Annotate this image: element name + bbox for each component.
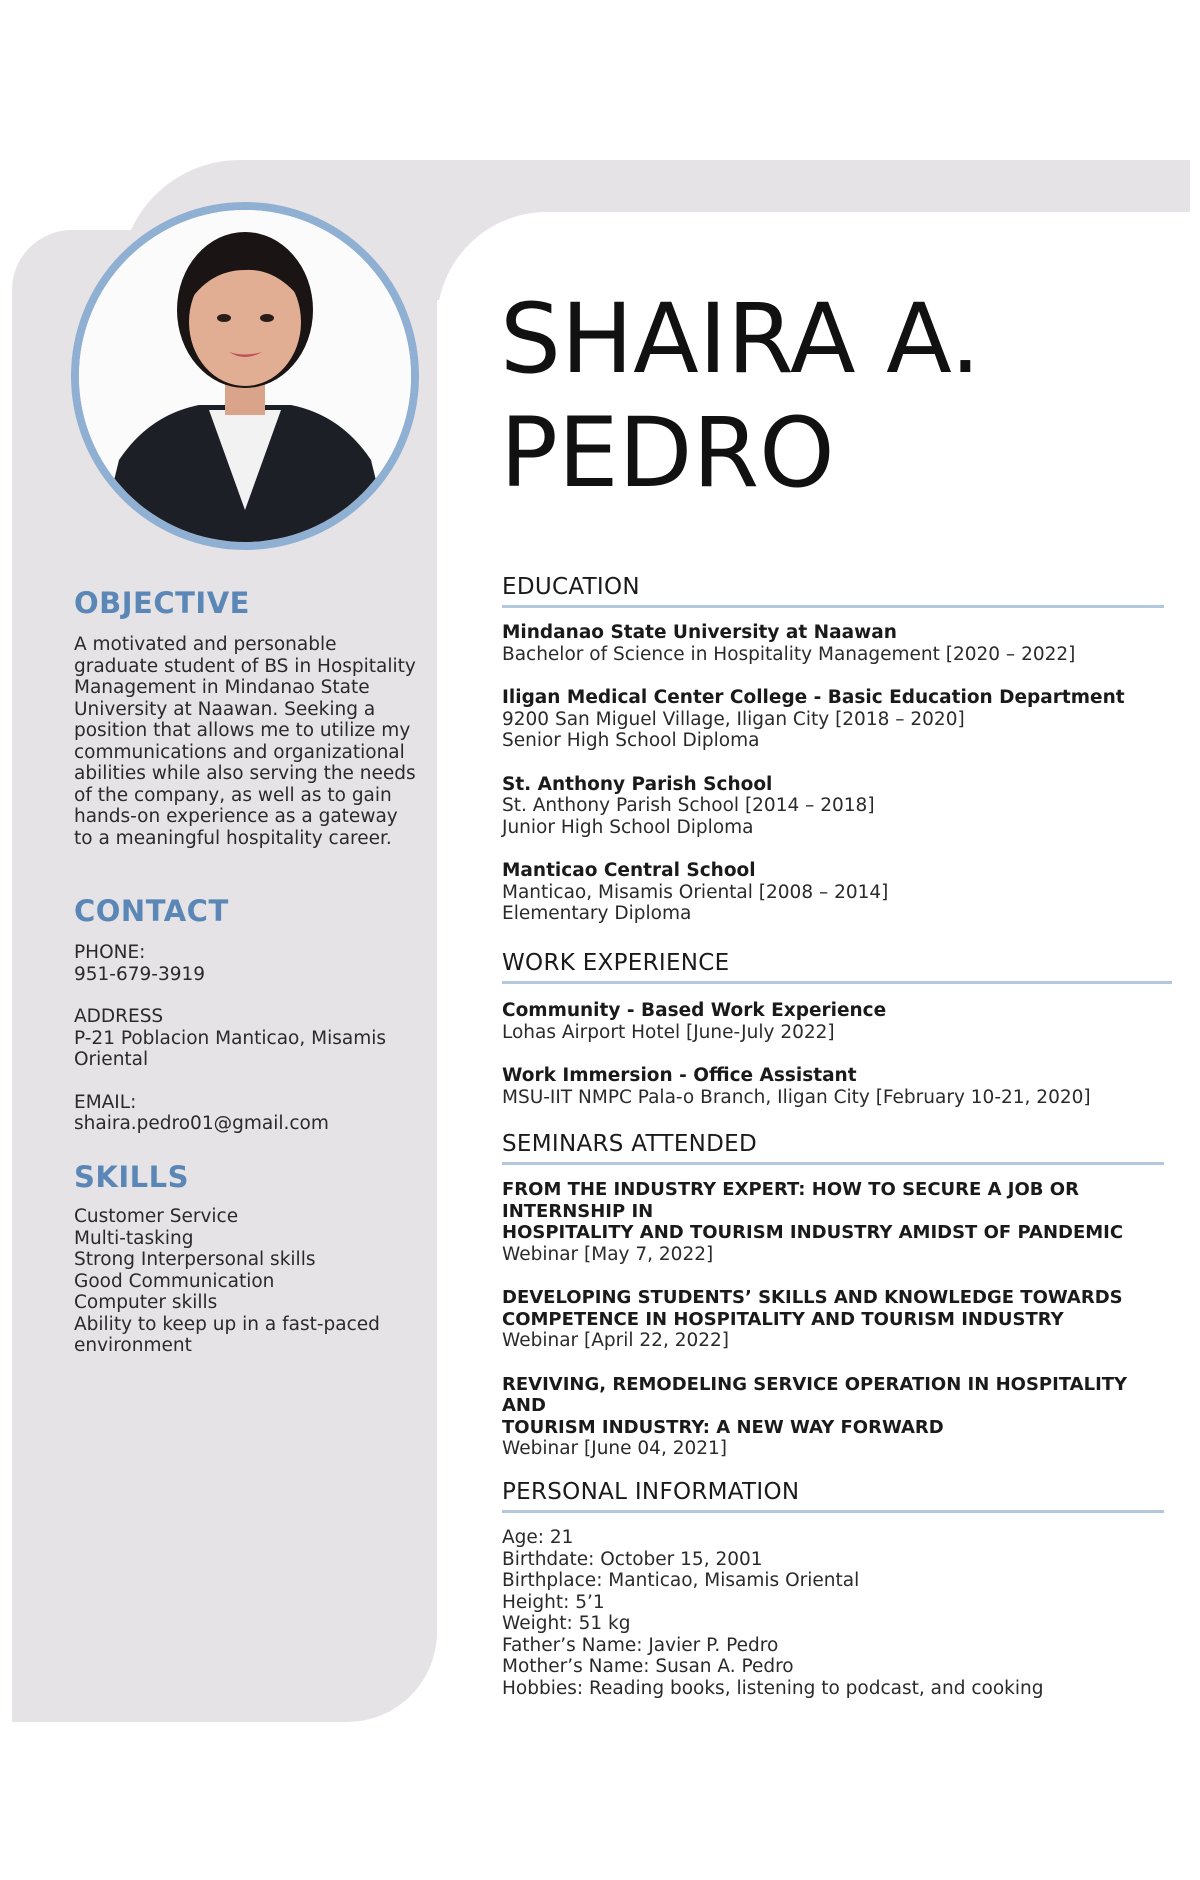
seminar-detail: Webinar [May 7, 2022] xyxy=(502,1243,714,1265)
work-role: Work Immersion - Office Assistant xyxy=(502,1065,857,1086)
work-entry xyxy=(502,1000,1172,1043)
education-section xyxy=(502,574,1164,925)
seminar-title: INTERNSHIP IN xyxy=(502,1200,654,1222)
work-section xyxy=(502,950,1172,1108)
seminar-title: HOSPITALITY AND TOURISM INDUSTRY AMIDST OF PANDEMIC xyxy=(502,1222,1124,1243)
skill-item: Ability to keep up in a fast-paced xyxy=(74,1313,380,1335)
contact-section xyxy=(74,894,424,1135)
skills-title: SKILLS xyxy=(74,1160,189,1194)
personal-line: Birthplace: Manticao, Misamis Oriental xyxy=(502,1570,860,1591)
name-line-2: PEDRO xyxy=(500,397,835,509)
objective-section xyxy=(74,586,424,849)
objective-title: OBJECTIVE xyxy=(74,586,250,620)
objective-line: A motivated and personable xyxy=(74,634,337,655)
education-entry xyxy=(502,622,1164,665)
seminar-title: REVIVING, REMODELING SERVICE OPERATION IN HOSPITALITY xyxy=(502,1373,1128,1395)
seminars-title: SEMINARS ATTENDED xyxy=(502,1131,1164,1165)
address-line: P-21 Poblacion Manticao, Misamis xyxy=(74,1027,386,1049)
work-detail: MSU-IIT NMPC Pala-o Branch, Iligan City [February 10-21, 2020] xyxy=(502,1086,1091,1108)
seminar-detail: Webinar [June 04, 2021] xyxy=(502,1438,728,1459)
skill-item: Strong Interpersonal skills xyxy=(74,1249,316,1270)
seminar-title: TOURISM INDUSTRY: A NEW WAY FORWARD xyxy=(502,1416,944,1438)
work-entry xyxy=(502,1065,1172,1108)
objective-line: hands-on experience as a gateway xyxy=(74,806,398,827)
email-value: shaira.pedro01@gmail.com xyxy=(74,1113,329,1134)
education-entry xyxy=(502,860,1164,925)
objective-line: abilities while also serving the needs xyxy=(74,763,416,784)
applicant-name xyxy=(500,282,981,510)
seminar-title: COMPETENCE IN HOSPITALITY AND TOURISM INDUSTRY xyxy=(502,1308,1064,1330)
objective-line: communications and organizational xyxy=(74,741,405,763)
education-entry xyxy=(502,687,1164,752)
school-detail: Bachelor of Science in Hospitality Management [2020 – 2022] xyxy=(502,643,1076,665)
school-detail: St. Anthony Parish School [2014 – 2018] xyxy=(502,795,875,816)
personal-line: Father’s Name: Javier P. Pedro xyxy=(502,1634,779,1656)
objective-text xyxy=(74,634,424,849)
contact-title: CONTACT xyxy=(74,894,229,928)
skills-section xyxy=(74,1160,424,1357)
school-name: Iligan Medical Center College - Basic Education Department xyxy=(502,687,1125,708)
education-entry xyxy=(502,774,1164,839)
skill-item: Multi-tasking xyxy=(74,1227,194,1249)
personal-line: Mother’s Name: Susan A. Pedro xyxy=(502,1656,794,1677)
seminar-entry xyxy=(502,1287,1164,1352)
school-name: Manticao Central School xyxy=(502,860,756,881)
skill-item: Computer skills xyxy=(74,1292,218,1313)
seminar-title: AND xyxy=(502,1395,546,1416)
objective-line: of the company, as well as to gain xyxy=(74,784,392,806)
name-line-1: SHAIRA A. xyxy=(500,283,981,395)
seminars-section xyxy=(502,1131,1164,1460)
school-detail: 9200 San Miguel Village, Iligan City [2018 – 2020] xyxy=(502,708,965,730)
personal-title: PERSONAL INFORMATION xyxy=(502,1479,1164,1513)
address-line: Oriental xyxy=(74,1049,149,1070)
seminar-title: DEVELOPING STUDENTS’ SKILLS AND KNOWLEDGE TOWARDS xyxy=(502,1287,1123,1308)
objective-line: position that allows me to utilize my xyxy=(74,720,411,741)
personal-line: Birthdate: October 15, 2001 xyxy=(502,1548,763,1570)
education-title: EDUCATION xyxy=(502,574,1164,608)
school-detail: Senior High School Diploma xyxy=(502,730,760,751)
objective-line: graduate student of BS in Hospitality xyxy=(74,655,416,677)
work-role: Community - Based Work Experience xyxy=(502,1000,887,1021)
skill-item: Customer Service xyxy=(74,1206,239,1227)
seminar-entry xyxy=(502,1179,1164,1265)
school-name: Mindanao State University at Naawan xyxy=(502,622,897,643)
seminar-detail: Webinar [April 22, 2022] xyxy=(502,1330,730,1351)
skill-item: environment xyxy=(74,1335,192,1356)
phone-label: PHONE: xyxy=(74,942,146,963)
personal-line: Weight: 51 kg xyxy=(502,1613,631,1634)
skill-item: Good Communication xyxy=(74,1270,275,1292)
personal-line: Hobbies: Reading books, listening to podcast, and cooking xyxy=(502,1677,1044,1699)
email-label: EMAIL: xyxy=(74,1091,137,1113)
portrait-illustration xyxy=(79,210,411,542)
phone-value: 951-679-3919 xyxy=(74,963,206,985)
school-detail: Manticao, Misamis Oriental [2008 – 2014] xyxy=(502,881,889,903)
objective-line: to a meaningful hospitality career. xyxy=(74,827,392,849)
objective-line: University at Naawan. Seeking a xyxy=(74,698,376,720)
school-name: St. Anthony Parish School xyxy=(502,773,773,795)
profile-photo xyxy=(71,202,419,550)
personal-line: Age: 21 xyxy=(502,1527,574,1548)
address-label: ADDRESS xyxy=(74,1006,164,1027)
school-detail: Junior High School Diploma xyxy=(502,816,754,838)
seminar-title: FROM THE INDUSTRY EXPERT: HOW TO SECURE A JOB OR xyxy=(502,1179,1079,1200)
objective-line: Management in Mindanao State xyxy=(74,677,370,698)
work-title: WORK EXPERIENCE xyxy=(502,950,1172,984)
seminar-entry xyxy=(502,1374,1164,1460)
school-detail: Elementary Diploma xyxy=(502,903,692,924)
work-detail: Lohas Airport Hotel [June-July 2022] xyxy=(502,1021,835,1043)
personal-line: Height: 5’1 xyxy=(502,1591,605,1613)
personal-section xyxy=(502,1479,1164,1699)
